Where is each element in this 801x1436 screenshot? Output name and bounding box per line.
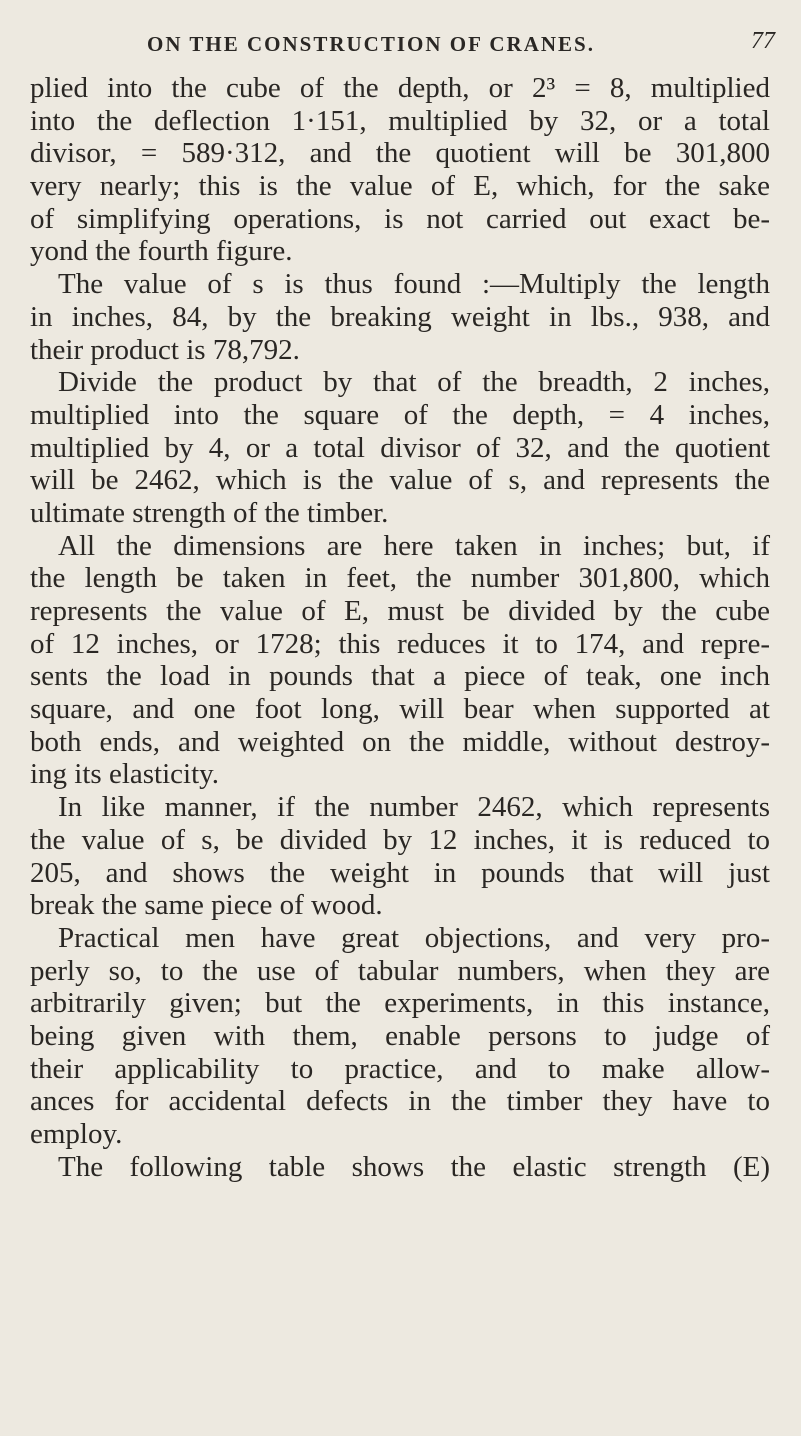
text-line: ultimate strength of the timber. — [30, 496, 389, 529]
text-line: very nearly; this is the value of E, which, for the sake — [30, 170, 770, 203]
text-line: The following table shows the elastic strength (E) — [58, 1150, 770, 1183]
text-line: in inches, 84, by the breaking weight in lbs., 938, and — [30, 300, 770, 333]
body-text — [30, 72, 770, 1183]
text-line: their product is 78,792. — [30, 333, 300, 366]
text-line: ances for accidental defects in the timber they have to — [30, 1085, 770, 1118]
text-line: perly so, to the use of tabular numbers, when they are — [30, 954, 770, 987]
text-line: The value of s is thus found :—Multiply the length — [58, 268, 770, 301]
text-line: Divide the product by that of the breadth, 2 inches, — [58, 366, 770, 399]
running-title: ON THE CONSTRUCTION OF CRANES. — [147, 32, 595, 56]
text-line: will be 2462, which is the value of s, and represents the — [30, 464, 770, 497]
text-line: multiplied by 4, or a total divisor of 32, and the quotient — [30, 431, 770, 464]
text-line: break the same piece of wood. — [30, 889, 383, 922]
text-line: All the dimensions are here taken in inches; but, if — [58, 529, 770, 562]
text-line: divisor, = 589·312, and the quotient will be 301,800 — [30, 137, 770, 170]
text-line: In like manner, if the number 2462, which represents — [58, 791, 770, 824]
text-line: into the deflection 1·151, multiplied by 32, or a total — [30, 104, 770, 137]
text-line: represents the value of E, must be divided by the cube — [30, 595, 770, 627]
text-line: ing its elasticity. — [30, 758, 220, 791]
text-line: being given with them, enable persons to judge of — [30, 1019, 770, 1052]
text-line: yond the fourth figure. — [30, 235, 293, 268]
text-line: employ. — [30, 1118, 123, 1150]
text-line: the value of s, be divided by 12 inches, it is reduced to — [30, 823, 770, 856]
text-line: of 12 inches, or 1728; this reduces it to 174, and repre- — [30, 627, 770, 660]
text-line: sents the load in pounds that a piece of teak, one inch — [30, 660, 770, 693]
text-line: arbitrarily given; but the experiments, in this instance, — [30, 987, 770, 1020]
text-line: Practical men have great objections, and very pro- — [58, 921, 770, 954]
page-number: 77 — [751, 28, 775, 54]
text-line: of simplifying operations, is not carried out exact be- — [30, 202, 770, 235]
text-line: 205, and shows the weight in pounds that will just — [30, 856, 770, 889]
text-line: the length be taken in feet, the number 301,800, which — [30, 562, 770, 595]
text-line: both ends, and weighted on the middle, without destroy- — [30, 725, 770, 758]
text-line: their applicability to practice, and to make allow- — [30, 1052, 770, 1085]
text-line: square, and one foot long, will bear when supported at — [30, 693, 770, 726]
running-head — [0, 22, 801, 62]
text-line: plied into the cube of the depth, or 2³ = 8, multiplied — [30, 72, 770, 104]
text-line: multiplied into the square of the depth, = 4 inches, — [30, 398, 770, 431]
